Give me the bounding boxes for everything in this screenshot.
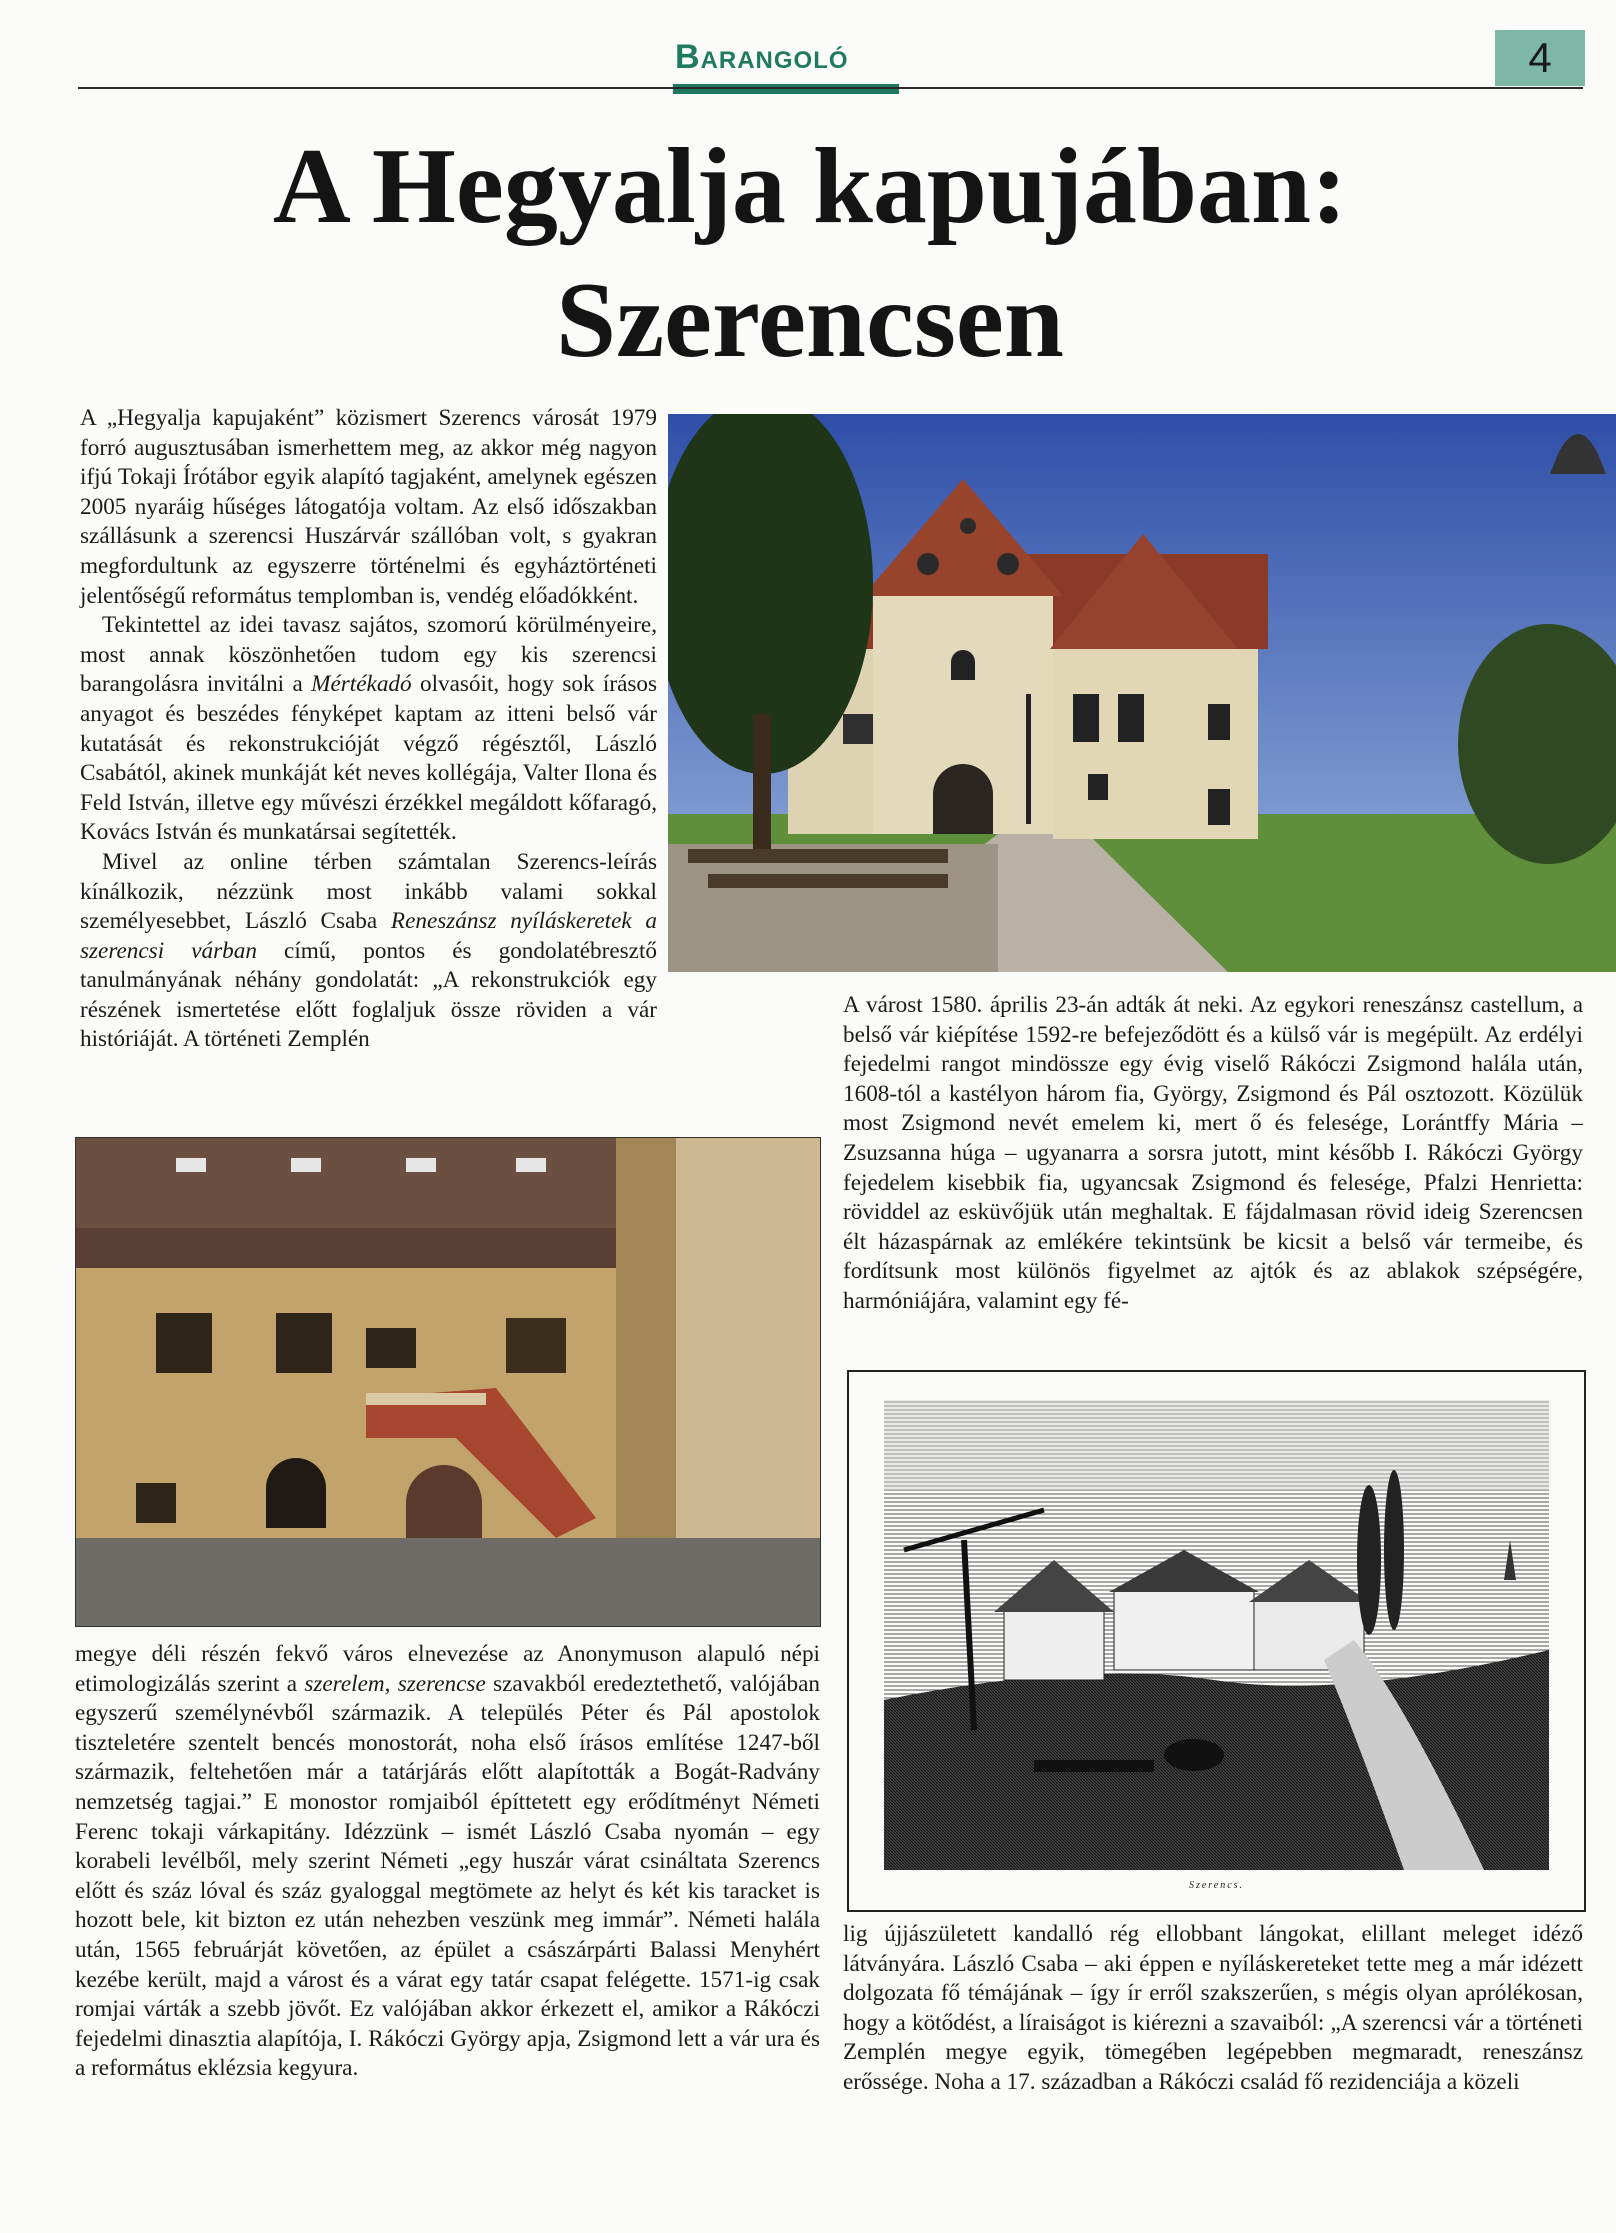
section-title: Barangoló	[675, 38, 849, 76]
castle-exterior-photo	[668, 414, 1616, 972]
paragraph-2: Tekintettel az idei tavasz sajátos, szomorú körülményeire, most annak köszönhetően tudom egy kis szerencsi barangolásra invitálni a Mértékadó olvasóit, hogy sok írásos anyagot és beszédes fényképet kaptam az itteni belső vár kutatását és rekonstrukcióját végző régésztől, László Csabától, akinek munkáját két neves kollégája, Valter Ilona és Feld István, illetve egy művészi érzékkel megáldott kőfaragó, Kovács István és munkatársai segítették.	[80, 612, 658, 846]
title-line-2: Szerencsen	[556, 261, 1064, 380]
paragraph-6: lig újjászületett kandalló rég ellobbant lángokat, elillant meleget idéző látványára. László Csaba – aki éppen e nyíláskereteket tette meg a már idézett dolgozata fő témájának – így ír erről szakszerűen, s mégis olyan aprólékosan, hogy a kötődést, a líraiságot is kiérezni a szavaiból: „A szerencsi vár a történeti Zemplén megye egyik, tömegében legépebben megmaradt, reneszánsz erőssége. Noha a 17. században a Rákóczi család fő rezidenciája a közeli	[843, 1921, 1583, 2095]
title-line-1: A Hegyalja kapujában:	[272, 127, 1348, 246]
engraving-caption: Szerencs.	[1188, 1880, 1245, 1891]
column-1-top	[80, 404, 657, 1055]
paragraph-3: Mivel az online térben számtalan Szerencs-leírás kínálkozik, nézzünk most inkább valami sokkal személyesebbet, László Csaba Reneszánsz nyíláskeretek a szerencsi várban című, pontos és gondolatébresztő tanulmányának néhány gondolatát: „A rekonstrukciók egy részének ismertetése előtt foglaljuk össze röviden a vár históriáját. A történeti Zemplén	[80, 848, 657, 1053]
column-2-top	[843, 991, 1583, 1317]
paragraph-1: A „Hegyalja kapujaként” közismert Szerencs városát 1979 forró augusztusában ismerhettem meg, az akkor még nagyon ifjú Tokaji Írótábor egyik alapító tagjaként, amelynek egészen 2005 nyaráig hűséges látogatója voltam. Az első időszakban szállásunk a szerencsi Huszárvár szállóban volt, s gyakran megfordultunk az egyszerre történelmi és egyháztörténeti jelentőségű református templomban is, vendég előadókként.	[80, 405, 657, 609]
article-title	[180, 120, 1440, 388]
section-underline	[673, 84, 899, 94]
page-number: 4	[1495, 30, 1585, 86]
column-1-bottom	[75, 1640, 820, 2084]
column-2-bottom	[843, 1920, 1583, 2098]
header-rule	[78, 87, 1583, 89]
engraving-frame	[847, 1370, 1586, 1912]
castle-courtyard-photo	[75, 1137, 821, 1627]
paragraph-5: megye déli részén fekvő város elnevezése az Anonymuson alapuló népi etimologizálás szerint a szerelem, szerencse szavakból eredeztethető, valójában egyszerű személynévből származik. A település Péter és Pál apostolok tiszteletére szentelt bencés monostorát, noha első írásos említése 1247-ből származik, feltehetően már a tatárjárás előtt alapították a Bogát-Radvány nemzetség tagjai.” E monostor romjaiból építtetett egy erődítményt Németi Ferenc tokaji várkapitány. Idézzünk – ismét László Csaba nyomán – egy korabeli levélből, mely szerint Németi „egy huszár várat csináltata Szerencs előtt és száz lóval és száz gyaloggal megtömete az helyt és két kis taracket is hozott bele, kit bizton ez után nehezben veszünk meg immár”. Németi halála után, 1565 februárját követően, az épület a császárpárti Balassi Menyhért kezébe került, majd a várost és a várat egy tatár csapat felégette. 1571-ig csak romjai várták a szebb jövőt. Ez valójában akkor érkezett el, amikor a Rákóczi fejedelmi dinasztia alapítója, I. Rákóczi György apja, Zsigmond lett a vár ura és a református eklézsia kegyura.	[75, 1641, 820, 2082]
paragraph-4: A várost 1580. április 23-án adták át neki. Az egykori reneszánsz castellum, a belső vár kiépítése 1592-re befejeződött és a külső vár is megépült. Az erdélyi fejedelmi rangot mindössze egy évig viselő Rákóczi Zsigmond halála után, 1608-tól a kastélyon három fia, György, Zsigmond és Pál osztozott. Közülük most Zsigmond nevét emelem ki, mert ő és felesége, Lorántffy Mária – Zsuzsanna húga – ugyanarra a sorsra jutott, mint később I. Rákóczi György fejedelem kisebbik fia, ugyancsak Zsigmond és felesége, Pfalzi Henrietta: röviddel az esküvőjük után meghaltak. E fájdalmasan rövid ideig Szerencsen élt házaspárnak az emlékére tekintsünk be kicsit a belső vár termeibe, és fordítsunk most különös figyelmet az ajtók és az ablakok szépségére, harmóniájára, valamint egy fé-	[843, 992, 1583, 1314]
engraving-image	[884, 1400, 1549, 1870]
